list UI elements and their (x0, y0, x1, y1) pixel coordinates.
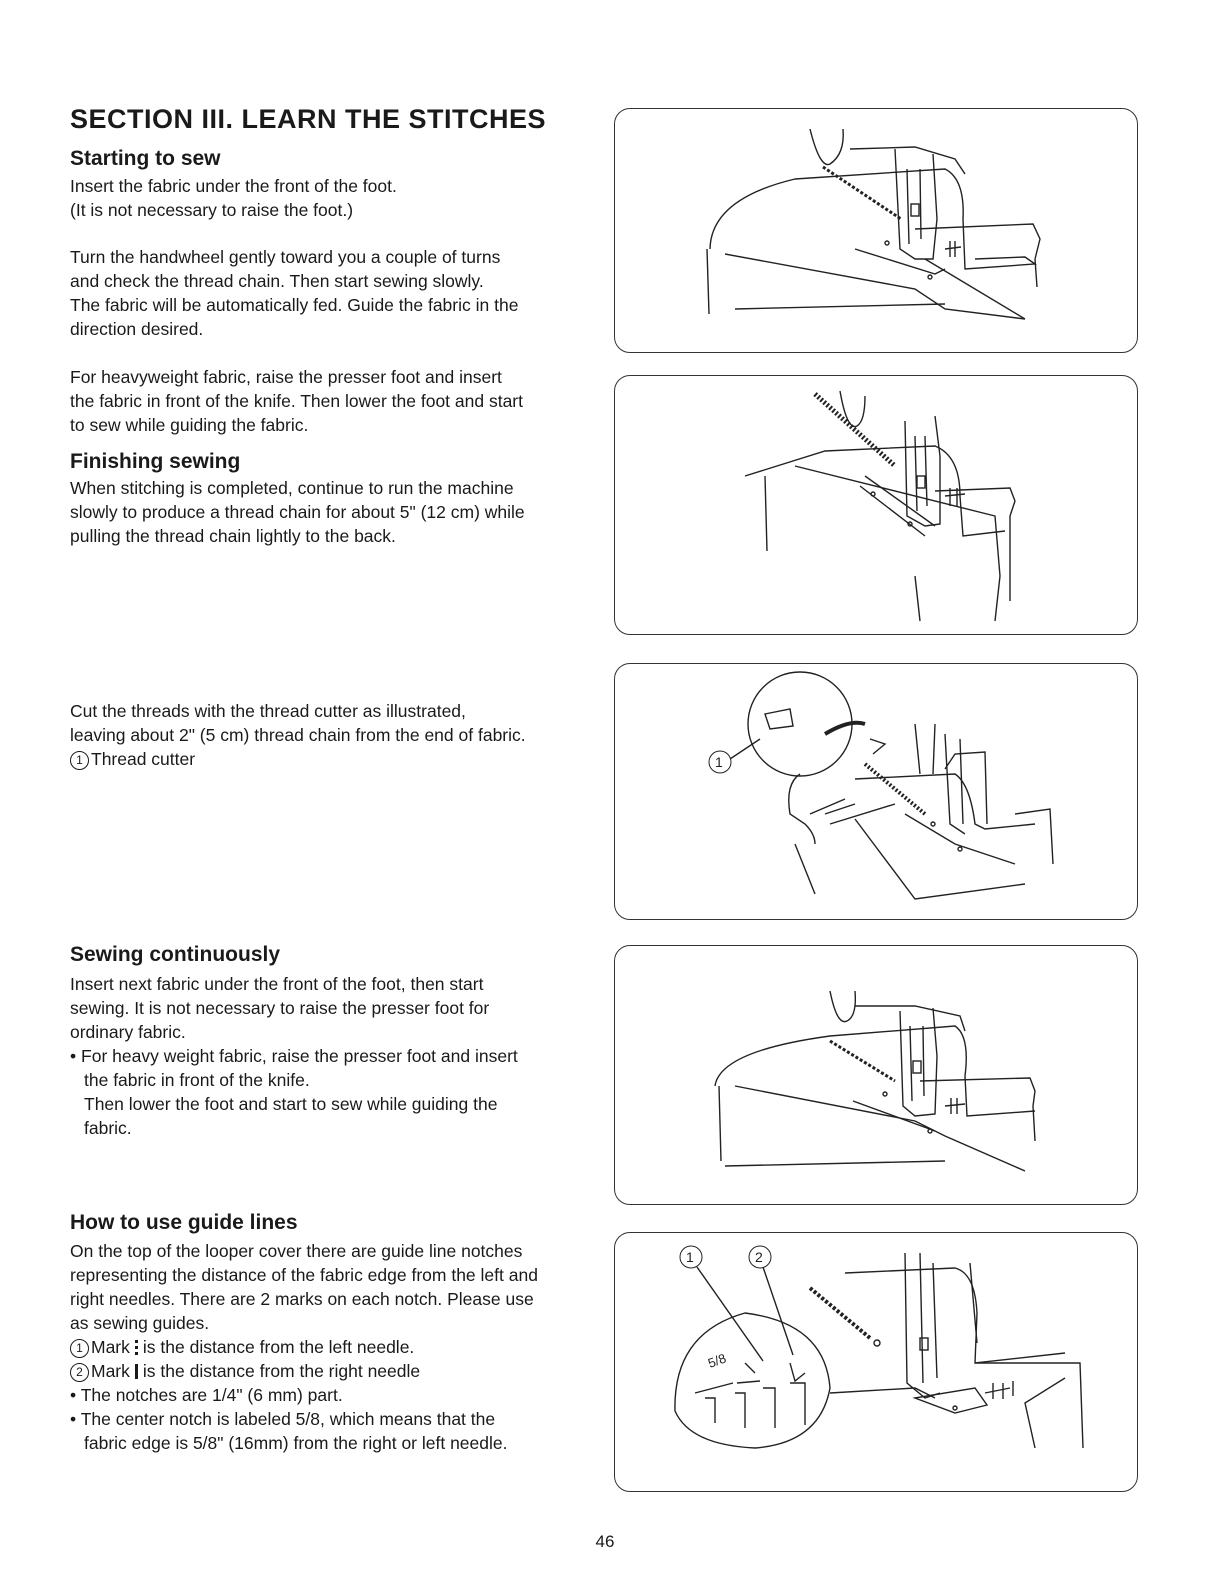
figure-finishing-sewing (614, 375, 1138, 635)
guide-lines-illustration (615, 1233, 1137, 1491)
finishing-para-1: When stitching is completed, continue to run the machine slowly to produce a thread chain for about 5" (12 cm) while pulling the thread chain lightly to the back. (70, 478, 525, 546)
sewing-machine-illustration (615, 109, 1137, 352)
mark-2-line: 2 Mark is the distance from the right needle (70, 1359, 600, 1383)
guide-lines-para-1: On the top of the looper cover there are guide line notches representing the distance of the fabric edge from the left and right needles. There are 2 marks on each notch. Please use as sewing guides. (70, 1241, 538, 1333)
continuous-bullet-1: • For heavy weight fabric, raise the presser foot and insert the fabric in front of the knife. Then lower the foot and start to sew while guiding the fabric. (70, 1046, 518, 1138)
mark-1-number: 1 (70, 1339, 89, 1358)
figure-thread-cutter (614, 663, 1138, 920)
sewing-machine-illustration (615, 376, 1137, 634)
figure-guide-lines (614, 1232, 1138, 1492)
continuous-para-1: Insert next fabric under the front of the foot, then start sewing. It is not necessary to raise the presser foot for ordinary fabric. (70, 974, 490, 1042)
callout-1-label: 1 (715, 754, 723, 770)
thread-cutter-illustration (615, 664, 1137, 919)
callout-number-1: 1 (70, 751, 89, 770)
guide-bullet-1: • The notches are 1/4" (6 mm) part. (70, 1385, 343, 1405)
heading-guide-lines: How to use guide lines (70, 1211, 298, 1234)
starting-para-2: Turn the handwheel gently toward you a couple of turns and check the thread chain. Then start sewing slowly. The fabric will be automatically fed. Guide the fabric in the direction desired. (70, 247, 519, 339)
fig-label-2: 2 (755, 1249, 763, 1265)
finishing-para-2: Cut the threads with the thread cutter as illustrated, leaving about 2" (5 cm) thread chain from the end of fabric. 1 Thread cutter (70, 699, 600, 771)
heading-sewing-continuously: Sewing continuously (70, 943, 281, 966)
solid-mark-icon (135, 1364, 138, 1379)
mark-2-number: 2 (70, 1363, 89, 1382)
fig-label-1: 1 (686, 1249, 694, 1265)
heading-finishing-sewing: Finishing sewing (70, 450, 241, 473)
figure-starting-to-sew (614, 108, 1138, 353)
thread-cutter-callout: 1 Thread cutter (70, 747, 600, 771)
mark-1-line: 1 Mark is the distance from the left needle. (70, 1335, 600, 1359)
dotted-mark-icon (135, 1340, 138, 1355)
guide-bullet-2: • The center notch is labeled 5/8, which means that the (70, 1409, 496, 1429)
starting-para-3: For heavyweight fabric, raise the presser foot and insert the fabric in front of the knife. Then lower the foot and start to sew while guiding the fabric. (70, 367, 523, 435)
starting-para-1: Insert the fabric under the front of the foot. (It is not necessary to raise the foot.) (70, 176, 397, 220)
guide-marks: 1 Mark is the distance from the left needle. 2 Mark is the distance from the right needle • The notches are 1/4" (6 mm) part. • The center notch is labeled 5/8, which means that the fabric edge is 5/8" (16mm) from the right or left needle. (70, 1335, 600, 1455)
heading-starting-to-sew: Starting to sew (70, 147, 221, 170)
section-title: SECTION III. LEARN THE STITCHES (70, 104, 547, 134)
sewing-machine-illustration (615, 946, 1137, 1204)
figure-sewing-continuously (614, 945, 1138, 1205)
notch-label: 5/8 (705, 1350, 729, 1371)
page-number: 46 (595, 1532, 615, 1551)
